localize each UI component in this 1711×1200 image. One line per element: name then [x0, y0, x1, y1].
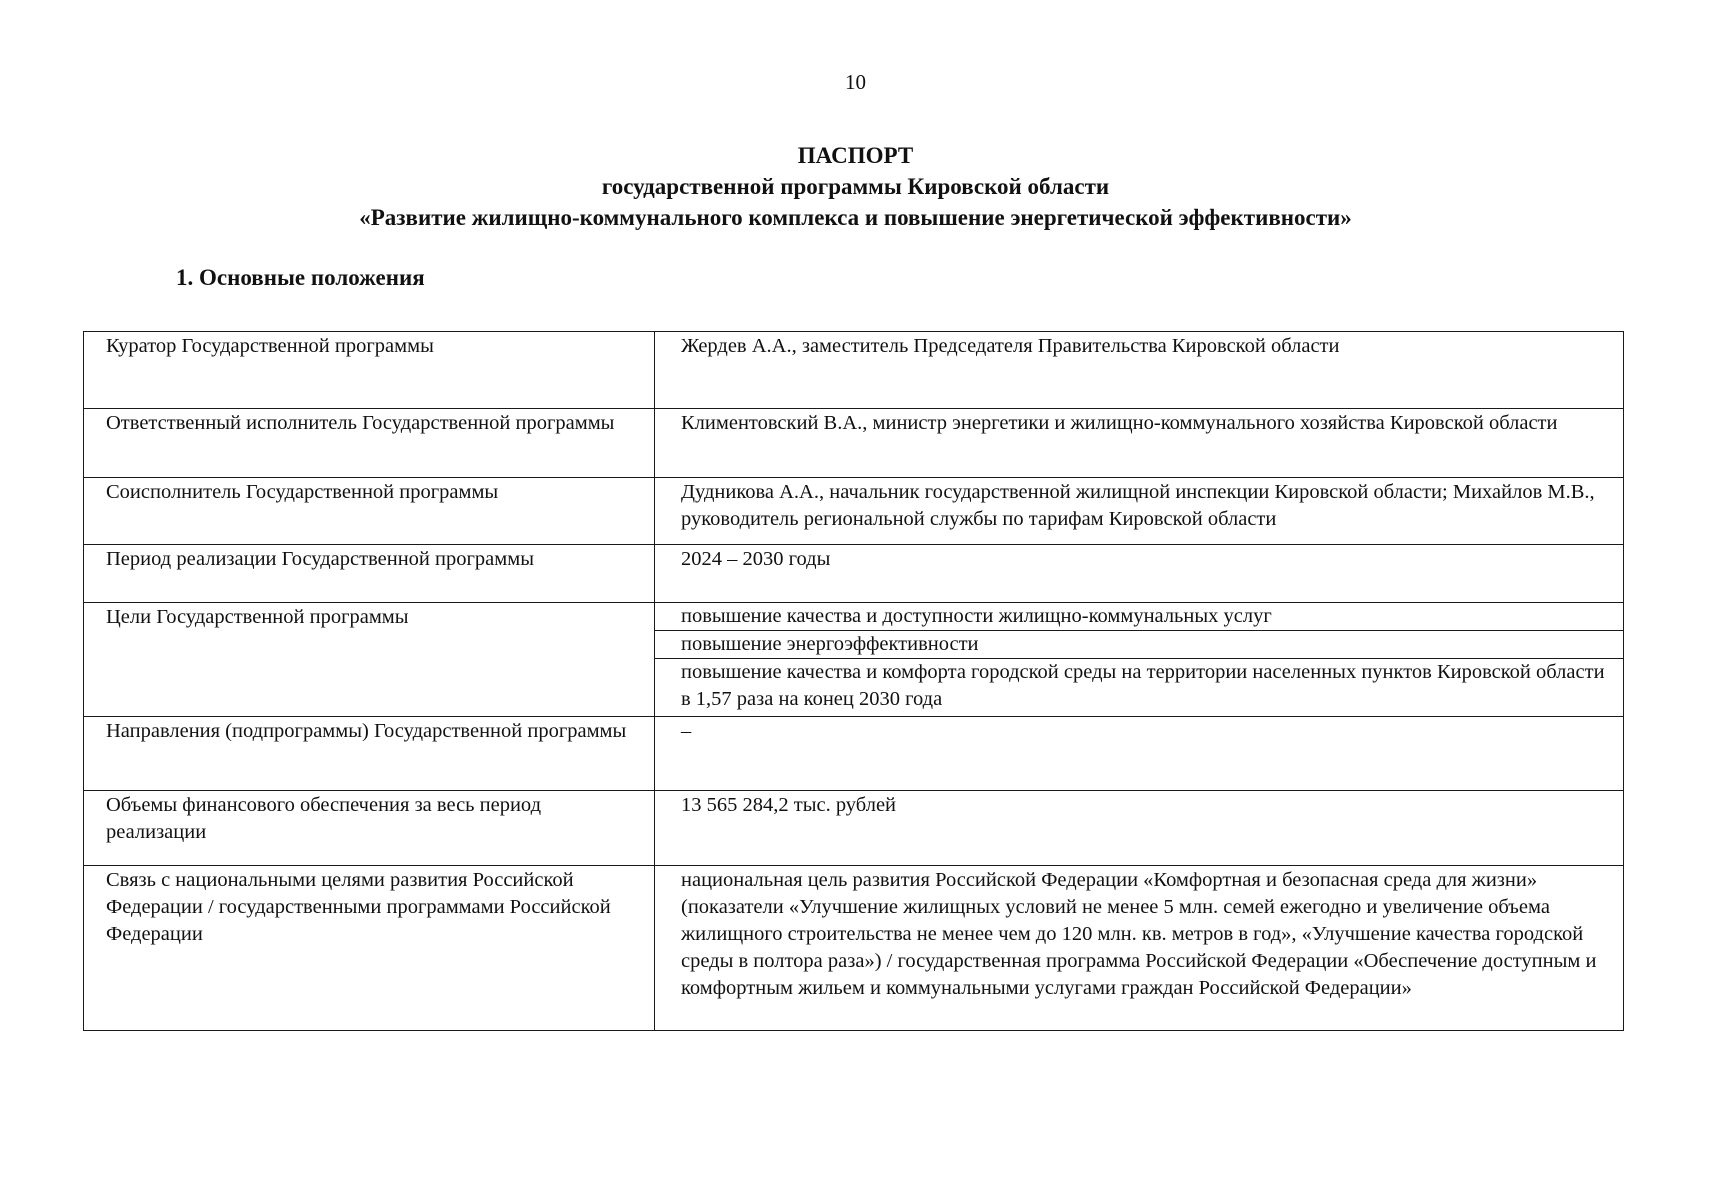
row-label: Соисполнитель Государственной программы: [84, 478, 655, 545]
document-title: [0, 140, 1711, 233]
section-title: 1. Основные положения: [176, 265, 425, 290]
title-line-3: «Развитие жилищно-коммунального комплекса и повышение энергетической эффективности»: [359, 205, 1352, 230]
goal-item: повышение качества и комфорта городской среды на территории населенных пунктов Кировской области в 1,57 раза на конец 2030 года: [655, 658, 1623, 713]
row-value: 2024 – 2030 годы: [655, 545, 1624, 603]
row-label: Цели Государственной программы: [84, 603, 655, 717]
row-value: национальная цель развития Российской Федерации «Комфортная и безопасная среда для жизни» (показатели «Улучшение жилищных условий не менее 5 млн. семей ежегодно и увеличение объема жилищного строительства не менее чем до 120 млн. кв. метров в год», «Улучшение качества городской среды в полтора раза») / государственная программа Российской Федерации «Обеспечение доступным и комфортным жильем и коммунальными услугами граждан Российской Федерации»: [655, 866, 1624, 1031]
title-line-1: ПАСПОРТ: [797, 143, 914, 168]
row-label: Период реализации Государственной программы: [84, 545, 655, 603]
row-label: Куратор Государственной программы: [84, 332, 655, 409]
table-row: [84, 545, 1624, 603]
table-row: [84, 791, 1624, 866]
passport-table: [83, 331, 1624, 1031]
table-row: [84, 866, 1624, 1031]
title-line-2: государственной программы Кировской области: [601, 174, 1110, 199]
goal-item: повышение энергоэффективности: [655, 630, 1623, 658]
row-label: Объемы финансового обеспечения за весь период реализации: [84, 791, 655, 866]
goals-cell: [655, 603, 1624, 717]
table-row: [84, 603, 1624, 717]
page-number: 10: [845, 70, 866, 94]
table-row: [84, 478, 1624, 545]
row-value: 13 565 284,2 тыс. рублей: [655, 791, 1624, 866]
goal-item: повышение качества и доступности жилищно-коммунальных услуг: [681, 605, 1272, 627]
row-value: Дудникова А.А., начальник государственной жилищной инспекции Кировской области; Михайлов М.В., руководитель региональной службы по тарифам Кировской области: [655, 478, 1624, 545]
row-value: –: [655, 717, 1624, 791]
table-row: [84, 409, 1624, 478]
row-value: Жердев А.А., заместитель Председателя Правительства Кировской области: [655, 332, 1624, 409]
row-label: Ответственный исполнитель Государственной программы: [84, 409, 655, 478]
table-row: [84, 717, 1624, 791]
table-row: [84, 332, 1624, 409]
row-label: Направления (подпрограммы) Государственной программы: [84, 717, 655, 791]
row-label: Связь с национальными целями развития Российской Федерации / государственными программами Российской Федерации: [84, 866, 655, 1031]
row-value: Климентовский В.А., министр энергетики и жилищно-коммунального хозяйства Кировской области: [655, 409, 1624, 478]
